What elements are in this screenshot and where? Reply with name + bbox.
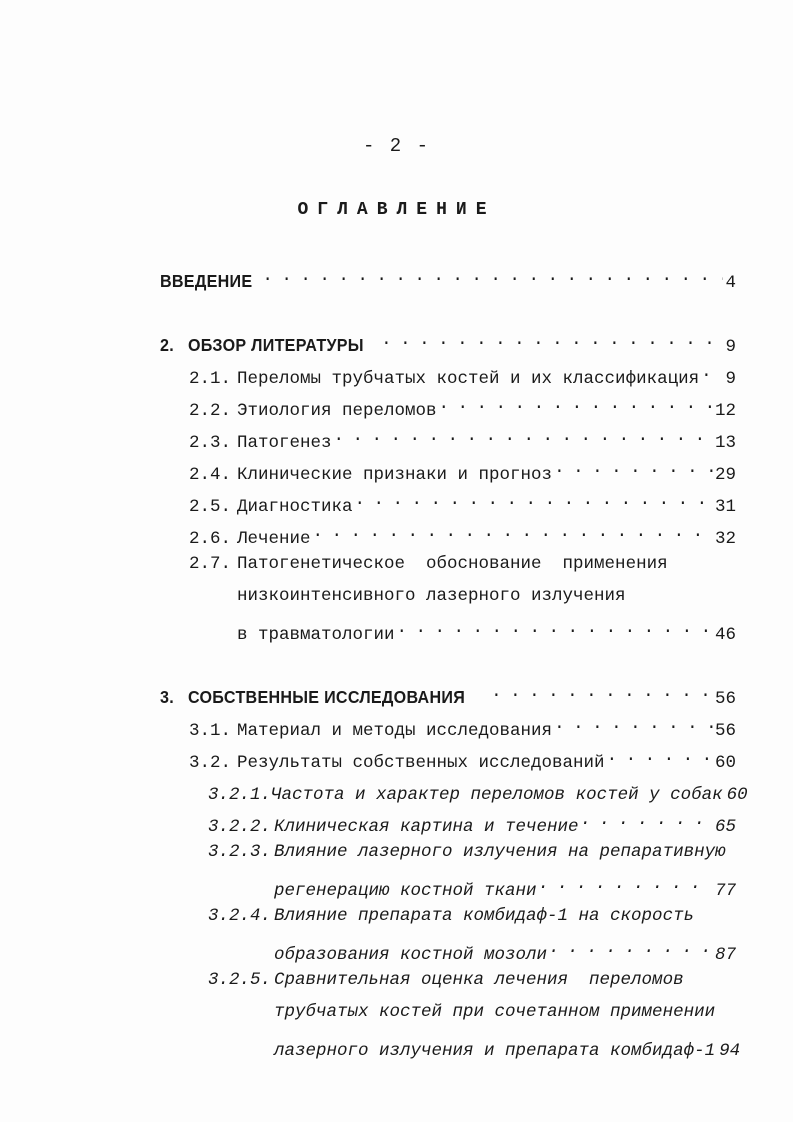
dot-leader	[439, 393, 713, 415]
toc-entry-page: 12	[714, 401, 736, 421]
toc-entry-page: 9	[725, 369, 736, 389]
toc-entry-label-line3: в травматологии	[237, 625, 395, 645]
dot-leader	[355, 489, 713, 511]
toc-entry-label: ВВЕДЕНИЕ	[160, 271, 253, 291]
dot-leader	[491, 681, 713, 703]
dot-leader	[701, 361, 723, 383]
toc-title: ОГЛАВЛЕНИЕ	[297, 200, 496, 220]
toc-entry-number: 3.2.2.	[208, 817, 272, 837]
toc-entry-label-line1: Влияние препарата комбидаф-1 на скорость	[274, 906, 695, 926]
toc-entry-label: Переломы трубчатых костей и их классификация	[237, 369, 700, 389]
toc-entry-number: 3.2.	[189, 753, 232, 773]
toc-entry-label: СОБСТВЕННЫЕ ИССЛЕДОВАНИЯ	[188, 687, 466, 707]
toc-entry-page: 60	[726, 785, 748, 805]
toc-entry-3-2	[189, 745, 736, 774]
toc-entry-label: ОБЗОР ЛИТЕРАТУРЫ	[188, 335, 364, 355]
toc-entry-label: Лечение	[237, 529, 311, 549]
toc-entry-2-2	[189, 393, 736, 422]
toc-entry-last-line	[274, 1033, 741, 1062]
toc-entry-label-line2: низкоинтенсивного лазерного излучения	[237, 586, 626, 606]
toc-entry-last-line	[274, 937, 736, 966]
toc-entry-label: Клиническая картина и течение	[274, 817, 579, 837]
toc-entry-label-line2: трубчатых костей при сочетанном применении	[274, 1002, 716, 1022]
toc-entry-page: 77	[714, 881, 736, 901]
toc-entry-section-2	[160, 329, 736, 358]
toc-entry-number: 3.2.1.	[208, 785, 272, 805]
toc-entry-2-4	[189, 457, 736, 486]
dot-leader	[607, 745, 713, 767]
toc-entry-label: Этиология переломов	[237, 401, 437, 421]
toc-entry-number: 2.3.	[189, 433, 232, 453]
dot-leader	[539, 873, 713, 895]
dot-leader	[581, 809, 713, 831]
dot-leader	[554, 457, 713, 479]
toc-entry-number: 2.7.	[189, 554, 232, 574]
toc-entry-page: 4	[725, 273, 736, 293]
toc-entry-number: 3.2.3.	[208, 842, 272, 862]
toc-entry-page: 94	[719, 1041, 741, 1061]
toc-entry-label-line1: Сравнительная оценка лечения переломов	[274, 970, 684, 990]
toc-entry-3-2-2	[208, 809, 736, 838]
toc-entry-number: 3.2.5.	[208, 970, 272, 990]
toc-entry-page: 65	[714, 817, 736, 837]
toc-entry-page: 32	[714, 529, 736, 549]
toc-entry-label: Материал и методы исследования	[237, 721, 553, 741]
toc-entry-number: 2.1.	[189, 369, 232, 389]
toc-entry-label: Частота и характер переломов костей у собак	[271, 785, 723, 805]
toc-entry-label-line1: Влияние лазерного излучения на репаративную	[274, 842, 726, 862]
dot-leader	[313, 521, 713, 543]
toc-entry-page: 56	[714, 721, 736, 741]
dot-leader	[262, 265, 723, 287]
page-number: - 2 -	[362, 135, 430, 157]
toc-entry-label: Диагностика	[237, 497, 353, 517]
toc-entry-page: 31	[714, 497, 736, 517]
toc-entry-last-line	[274, 873, 736, 902]
toc-entry-label-line2: образования костной мозоли	[274, 945, 548, 965]
toc-entry-2-5	[189, 489, 736, 518]
toc-entry-number: 2.2.	[189, 401, 232, 421]
toc-entry-3-2-1	[208, 777, 748, 806]
toc-entry-page: 46	[714, 625, 736, 645]
toc-entry-page: 60	[714, 753, 736, 773]
toc-entry-number: 3.2.4.	[208, 906, 272, 926]
dot-leader	[381, 329, 723, 351]
toc-entry-number: 2.5.	[189, 497, 232, 517]
toc-entry-number: 2.6.	[189, 529, 232, 549]
toc-entry-3-1	[189, 713, 736, 742]
toc-entry-number: 3.1.	[189, 721, 232, 741]
dot-leader	[549, 937, 713, 959]
toc-entry-last-line	[237, 617, 736, 646]
toc-entry-page: 87	[714, 945, 736, 965]
toc-entry-number: 2.	[160, 335, 174, 355]
dot-leader	[334, 425, 713, 447]
toc-entry-number: 2.4.	[189, 465, 232, 485]
toc-entry-number: 3.	[160, 687, 174, 707]
toc-entry-label-line3: лазерного излучения и препарата комбидаф-1	[274, 1041, 716, 1061]
toc-entry-label-line2: регенерацию костной ткани	[274, 881, 537, 901]
toc-entry-2-6	[189, 521, 736, 550]
toc-entry-label: Клинические признаки и прогноз	[237, 465, 553, 485]
toc-entry-2-1	[189, 361, 736, 390]
dot-leader	[397, 617, 713, 639]
toc-entry-label: Патогенез	[237, 433, 332, 453]
toc-entry-page: 56	[714, 689, 736, 709]
toc-entry-page: 29	[714, 465, 736, 485]
toc-entry-section-3	[160, 681, 736, 710]
toc-entry-label-line1: Патогенетическое обоснование применения	[237, 554, 668, 574]
toc-entry-intro	[160, 265, 736, 294]
dot-leader	[554, 713, 713, 735]
toc-entry-page: 9	[725, 337, 736, 357]
toc-entry-label: Результаты собственных исследований	[237, 753, 605, 773]
toc-entry-2-3	[189, 425, 736, 454]
toc-entry-page: 13	[714, 433, 736, 453]
